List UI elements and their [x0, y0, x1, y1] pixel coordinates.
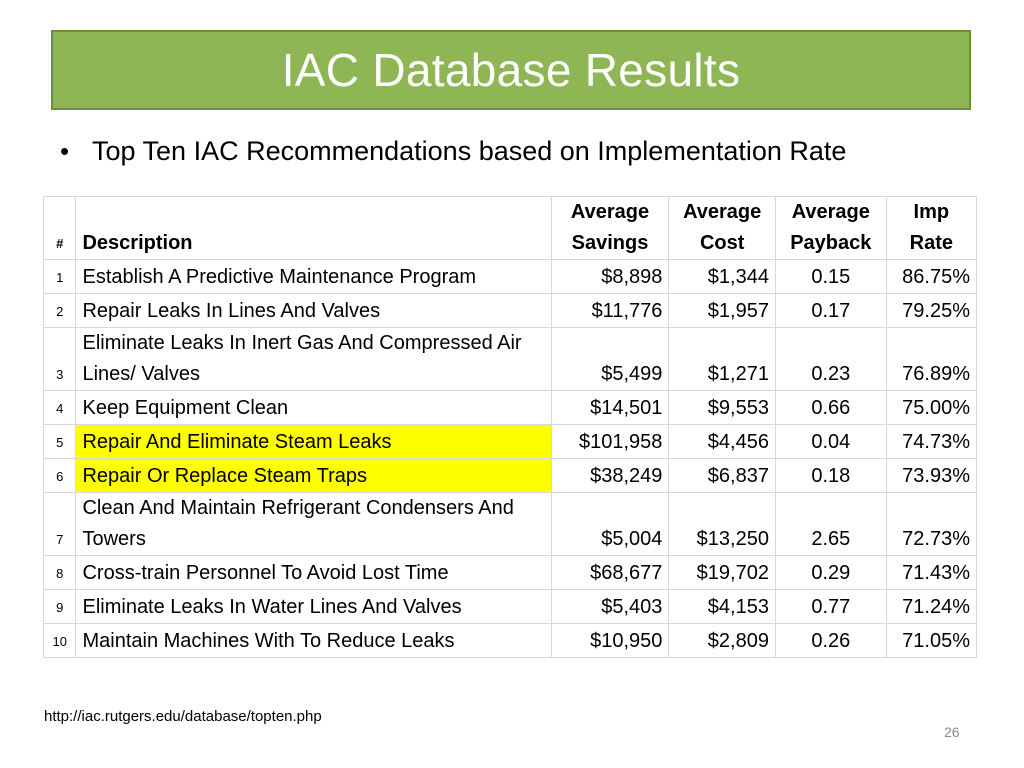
header-description: Description — [76, 197, 551, 260]
cell-rate: 75.00% — [886, 391, 976, 425]
cell-cost: $1,957 — [669, 294, 776, 328]
cell-num: 6 — [44, 459, 76, 493]
table-row — [44, 260, 977, 294]
table-row — [44, 590, 977, 624]
cell-rate: 72.73% — [886, 493, 976, 556]
cell-num: 10 — [44, 624, 76, 658]
cell-payback: 0.17 — [775, 294, 886, 328]
header-savings: Average Savings — [551, 197, 669, 260]
title-banner — [51, 30, 971, 110]
cell-description: Eliminate Leaks In Inert Gas And Compressed Air Lines/ Valves — [76, 328, 551, 391]
cell-savings: $5,004 — [551, 493, 669, 556]
cell-savings: $8,898 — [551, 260, 669, 294]
cell-payback: 2.65 — [775, 493, 886, 556]
header-num: # — [44, 197, 76, 260]
bullet-point — [60, 136, 846, 167]
cell-rate: 71.24% — [886, 590, 976, 624]
cell-num: 5 — [44, 425, 76, 459]
cell-cost: $2,809 — [669, 624, 776, 658]
cell-savings: $68,677 — [551, 556, 669, 590]
cell-payback: 0.23 — [775, 328, 886, 391]
cell-savings: $5,499 — [551, 328, 669, 391]
table-header-row — [44, 197, 977, 260]
cell-rate: 71.43% — [886, 556, 976, 590]
cell-num: 8 — [44, 556, 76, 590]
table-row — [44, 556, 977, 590]
cell-num: 4 — [44, 391, 76, 425]
table-row — [44, 294, 977, 328]
results-table — [43, 196, 977, 658]
cell-payback: 0.66 — [775, 391, 886, 425]
cell-rate: 71.05% — [886, 624, 976, 658]
cell-rate: 79.25% — [886, 294, 976, 328]
cell-payback: 0.18 — [775, 459, 886, 493]
cell-rate: 86.75% — [886, 260, 976, 294]
cell-num: 3 — [44, 328, 76, 391]
table-body — [44, 260, 977, 658]
cell-cost: $1,344 — [669, 260, 776, 294]
slide-title: IAC Database Results — [281, 44, 741, 96]
cell-savings: $11,776 — [551, 294, 669, 328]
cell-payback: 0.26 — [775, 624, 886, 658]
bullet-text: Top Ten IAC Recommendations based on Implementation Rate — [92, 136, 847, 166]
cell-description: Establish A Predictive Maintenance Program — [76, 260, 551, 294]
header-cost: Average Cost — [669, 197, 776, 260]
cell-cost: $4,456 — [669, 425, 776, 459]
page-number: 26 — [944, 724, 960, 740]
cell-payback: 0.29 — [775, 556, 886, 590]
cell-cost: $19,702 — [669, 556, 776, 590]
cell-cost: $1,271 — [669, 328, 776, 391]
table-row — [44, 425, 977, 459]
cell-cost: $13,250 — [669, 493, 776, 556]
cell-num: 1 — [44, 260, 76, 294]
header-rate: Imp Rate — [886, 197, 976, 260]
cell-rate: 76.89% — [886, 328, 976, 391]
cell-cost: $4,153 — [669, 590, 776, 624]
cell-savings: $5,403 — [551, 590, 669, 624]
cell-description: Maintain Machines With To Reduce Leaks — [76, 624, 551, 658]
table-row — [44, 493, 977, 556]
header-payback: Average Payback — [775, 197, 886, 260]
cell-cost: $9,553 — [669, 391, 776, 425]
cell-rate: 73.93% — [886, 459, 976, 493]
cell-description: Cross-train Personnel To Avoid Lost Time — [76, 556, 551, 590]
cell-payback: 0.77 — [775, 590, 886, 624]
cell-cost: $6,837 — [669, 459, 776, 493]
footer-url: http://iac.rutgers.edu/database/topten.php — [44, 708, 322, 725]
cell-rate: 74.73% — [886, 425, 976, 459]
table-row — [44, 328, 977, 391]
table-row — [44, 624, 977, 658]
table-row — [44, 459, 977, 493]
bullet-icon: • — [60, 136, 70, 166]
cell-payback: 0.04 — [775, 425, 886, 459]
cell-description: Repair Or Replace Steam Traps — [76, 459, 551, 493]
cell-num: 9 — [44, 590, 76, 624]
table-row — [44, 391, 977, 425]
cell-num: 2 — [44, 294, 76, 328]
cell-description: Keep Equipment Clean — [76, 391, 551, 425]
cell-payback: 0.15 — [775, 260, 886, 294]
cell-description: Eliminate Leaks In Water Lines And Valves — [76, 590, 551, 624]
cell-description: Repair And Eliminate Steam Leaks — [76, 425, 551, 459]
cell-savings: $101,958 — [551, 425, 669, 459]
cell-savings: $14,501 — [551, 391, 669, 425]
cell-description: Repair Leaks In Lines And Valves — [76, 294, 551, 328]
cell-num: 7 — [44, 493, 76, 556]
cell-savings: $10,950 — [551, 624, 669, 658]
cell-savings: $38,249 — [551, 459, 669, 493]
cell-description: Clean And Maintain Refrigerant Condensers And Towers — [76, 493, 551, 556]
